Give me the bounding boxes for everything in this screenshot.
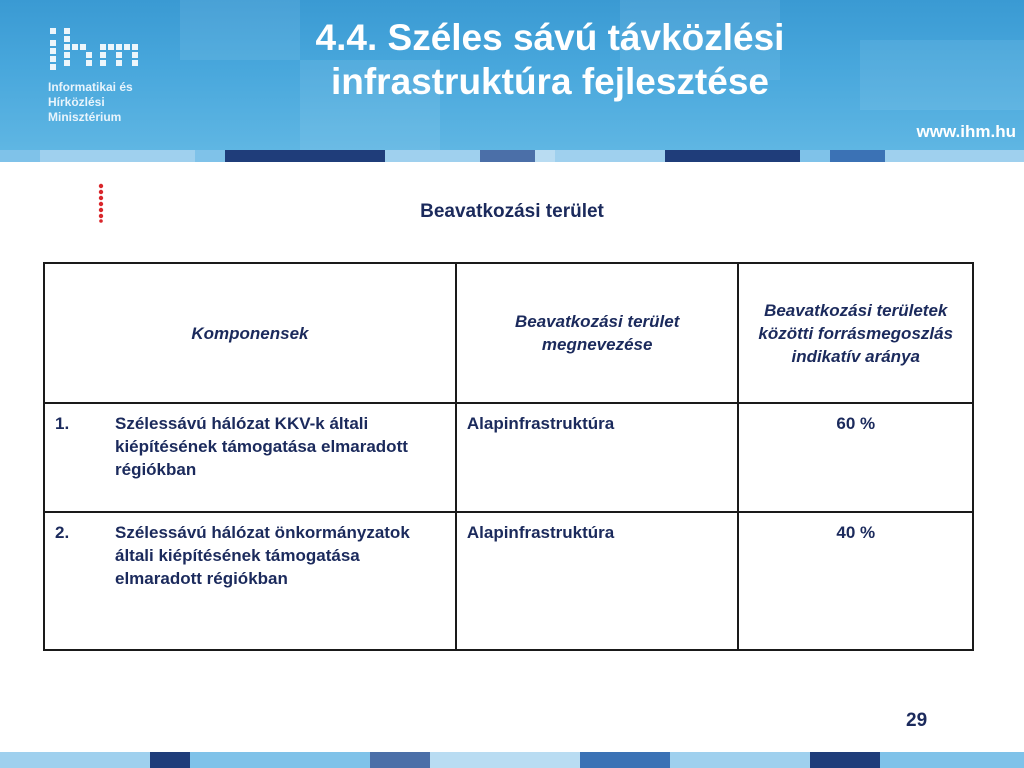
intervention-table <box>43 262 974 651</box>
logo-line: Hírközlési <box>48 95 105 109</box>
header-stripe <box>0 150 1024 162</box>
area-text: Alapinfrastruktúra <box>466 523 615 542</box>
area-text: Alapinfrastruktúra <box>466 414 615 433</box>
header-components: Komponensek <box>44 263 456 403</box>
component-text: Szélessávú hálózat KKV-k általi kiépítésének támogatása elmaradott régiókban <box>115 414 408 479</box>
area-cell <box>456 512 739 650</box>
slide-title <box>210 16 890 104</box>
row-number: 1. <box>55 414 70 433</box>
table-header-row <box>44 263 973 403</box>
header-share: Beavatkozási területek közötti forrásmegoszlás indikatív aránya <box>738 263 973 403</box>
logo-line: Minisztérium <box>48 110 122 124</box>
table-row <box>44 512 973 650</box>
component-cell <box>44 512 456 650</box>
table-row <box>44 403 973 512</box>
title-line-1: 4.4. Széles sávú távközlési <box>315 17 785 58</box>
header-area-name: Beavatkozási terület megnevezése <box>456 263 739 403</box>
page-number: 29 <box>906 710 928 731</box>
component-text: Szélessávú hálózat önkormányzatok általi kiépítésének támogatása elmaradott régiókban <box>115 523 410 588</box>
slide-header <box>0 0 1024 150</box>
share-cell <box>738 512 973 650</box>
share-value: 60 % <box>836 414 876 433</box>
title-line-2: infrastruktúra fejlesztése <box>330 61 769 102</box>
share-cell <box>738 403 973 512</box>
ministry-name <box>48 80 133 125</box>
share-value: 40 % <box>836 523 876 542</box>
footer-stripe <box>0 752 1024 768</box>
area-cell <box>456 403 739 512</box>
section-subtitle: Beavatkozási terület <box>420 201 604 222</box>
logo-line: Informatikai és <box>48 80 133 94</box>
website-link[interactable]: www.ihm.hu <box>916 122 1016 141</box>
component-cell <box>44 403 456 512</box>
row-number: 2. <box>55 523 70 542</box>
